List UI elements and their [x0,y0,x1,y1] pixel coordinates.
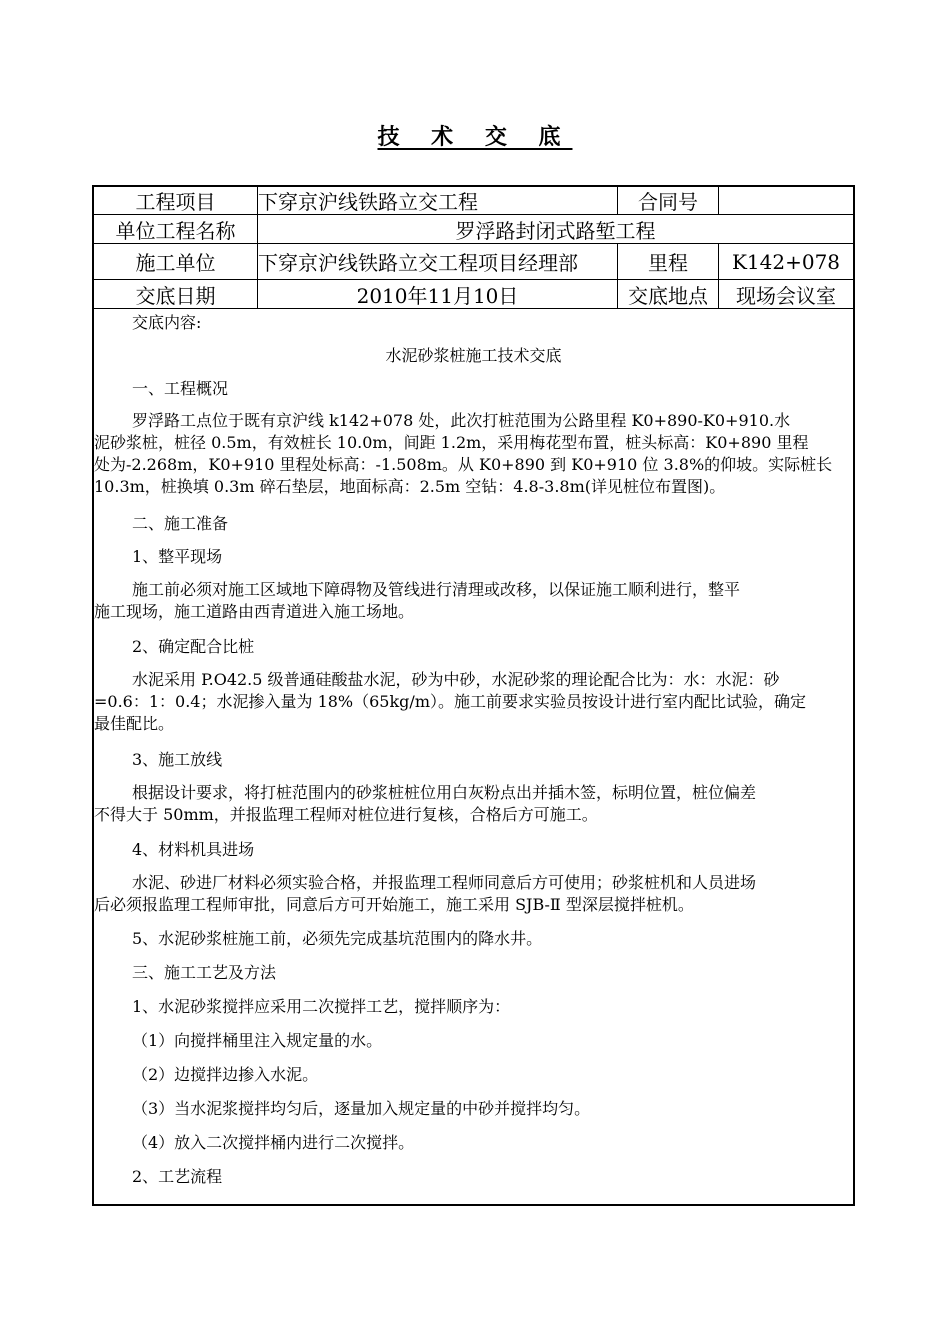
builder-value: 下穿京沪线铁路立交工程项目经理部 [258,251,578,275]
mileage-value: K142+078 [731,249,841,274]
subsection-mix-ratio: 2、确定配合比桩 [132,637,255,656]
paragraph-line: 后必须报监理工程师审批，同意后方可开始施工，施工采用 SJB-Ⅱ 型深层搅拌桩机。 [94,895,694,914]
paragraph-line: 根据设计要求，将打桩范围内的砂浆桩桩位用白灰粉点出并插木签，标明位置，桩位偏差 [132,783,757,802]
paragraph-line: 不得大于 50mm，并报监理工程师对桩位进行复核，合格后方可施工。 [94,805,598,824]
subsection-flow: 2、工艺流程 [132,1167,223,1186]
subsection-mixing: 1、水泥砂浆搅拌应采用二次搅拌工艺，搅拌顺序为： [132,997,511,1016]
paragraph-line: 施工现场，施工道路由西青道进入施工场地。 [94,602,415,621]
mix-ratio-paragraph [94,669,853,735]
paragraph-line: 10.3m，桩换填 0.3m 碎石垫层，地面标高：2.5m 空钻：4.8-3.8m(详见桩位布置图)。 [94,477,726,496]
section-preparation: 二、施工准备 [132,514,229,533]
disclosure-content [94,310,853,1188]
subsection-layout: 3、施工放线 [132,750,223,769]
project-label: 工程项目 [135,190,216,214]
mixing-step-2: （2）边搅拌边掺入水泥。 [132,1065,319,1084]
paragraph-line: =0.6：1：0.4；水泥掺入量为 18%（65kg/m）。施工前要求实验员按设计进行室内配比试验，确定 [94,692,806,711]
subsection-leveling: 1、整平现场 [132,547,223,566]
section-overview: 一、工程概况 [132,379,229,398]
paragraph-line: 施工前必须对施工区域地下障碍物及管线进行清理或改移，以保证施工顺利进行，整平 [132,580,741,599]
project-value: 下穿京沪线铁路立交工程 [258,190,478,214]
layout-paragraph [94,782,853,826]
paragraph-line: 水泥、砂进厂材料必须实验合格，并报监理工程师同意后方可使用；砂浆桩机和人员进场 [132,873,757,892]
unit-value: 罗浮路封闭式路堑工程 [455,218,656,243]
contract-value [719,187,853,214]
paragraph-line: 泥砂浆桩，桩径 0.5m，有效桩长 10.0m，间距 1.2m，采用梅花型布置，桩头标高：K0+890 里程 [94,433,809,452]
content-heading: 水泥砂浆桩施工技术交底 [385,346,562,365]
section-process: 三、施工工艺及方法 [132,963,277,982]
disclosure-table [92,185,855,1206]
paragraph-line: 水泥采用 P.O42.5 级普通硅酸盐水泥，砂为中砂，水泥砂浆的理论配合比为：水：水泥：砂 [132,670,780,689]
subsection-dewatering: 5、水泥砂浆桩施工前，必须先完成基坑范围内的降水井。 [132,929,543,948]
mixing-step-1: （1）向搅拌桶里注入规定量的水。 [132,1031,383,1050]
builder-label: 施工单位 [135,251,216,275]
unit-label: 单位工程名称 [115,218,236,243]
mixing-step-3: （3）当水泥浆搅拌均匀后，逐量加入规定量的中砂并搅拌均匀。 [132,1099,591,1118]
contract-label: 合同号 [638,190,698,214]
paragraph-line: 罗浮路工点位于既有京沪线 k142+078 处，此次打桩范围为公路里程 K0+890-K0+910.水 [132,411,791,430]
mileage-label: 里程 [648,251,688,275]
date-value: 2010年11月10日 [356,283,519,308]
content-intro: 交底内容: [132,313,202,332]
overview-paragraph [94,410,853,498]
document-title: 技 术 交 底 [377,125,573,150]
paragraph-line: 处为-2.268m，K0+910 里程处标高：-1.508m。从 K0+890 到 K0+910 位 3.8%的仰坡。实际桩长 [94,455,833,474]
subsection-materials: 4、材料机具进场 [132,840,255,859]
place-value: 现场会议室 [736,283,836,308]
place-label: 交底地点 [628,283,708,308]
mixing-step-4: （4）放入二次搅拌桶内进行二次搅拌。 [132,1133,415,1152]
date-label: 交底日期 [135,283,216,308]
materials-paragraph [94,872,853,916]
paragraph-line: 最佳配比。 [94,714,175,733]
leveling-paragraph [94,579,853,623]
row-divider [94,308,853,309]
